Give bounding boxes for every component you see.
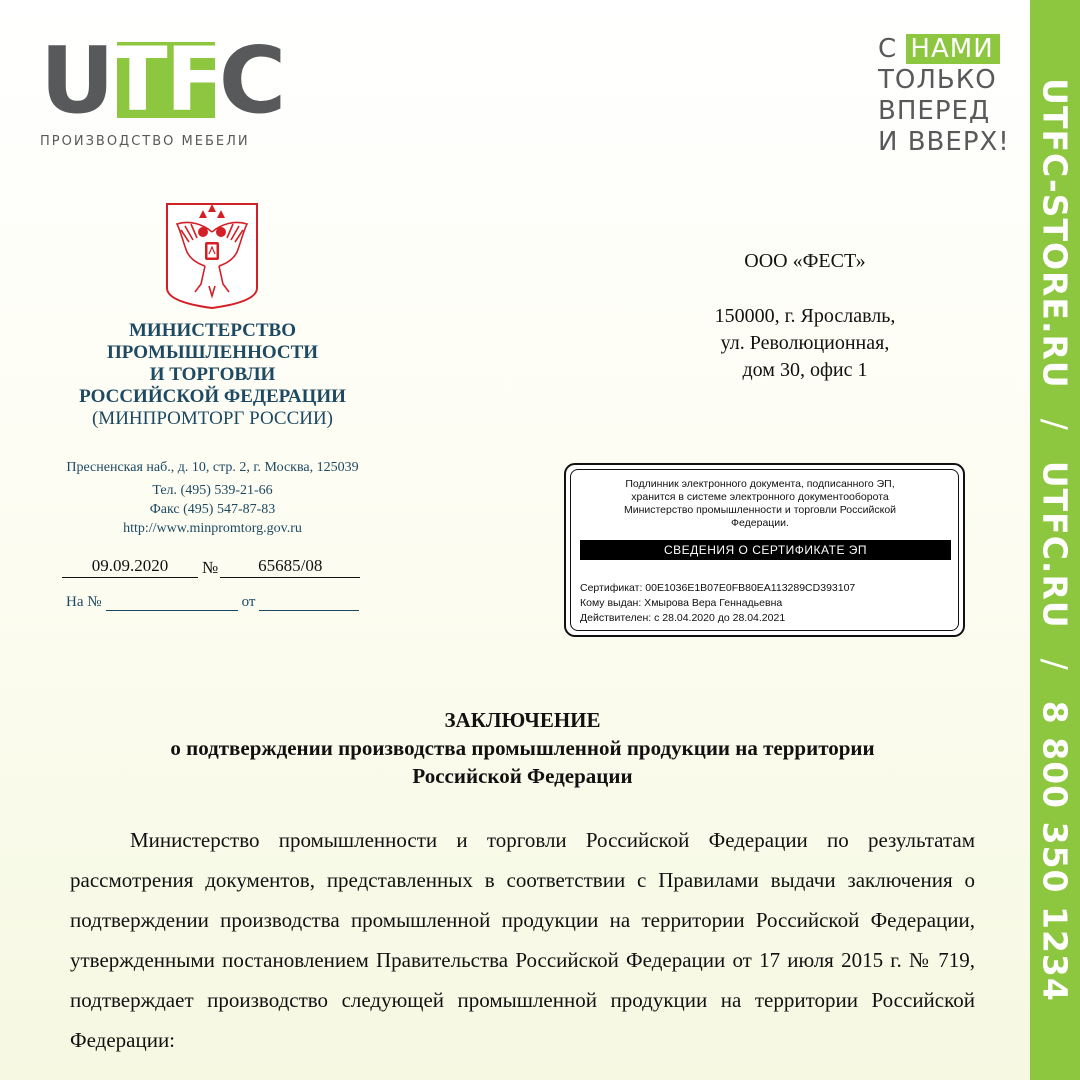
certificate-validity: Действителен: с 28.04.2020 до 28.04.2021 <box>580 612 786 624</box>
coat-of-arms-icon <box>165 202 259 310</box>
ministry-name-line: МИНИСТЕРСТВО <box>128 320 297 341</box>
logo-letter-u: U <box>40 27 113 134</box>
e-signature-note <box>600 478 920 530</box>
ministry-website-link[interactable]: http://www.minpromtorg.gov.ru <box>123 521 302 536</box>
e-signature-details <box>580 581 855 626</box>
recipient-address-line: дом 30, офис 1 <box>742 359 868 381</box>
document-date: 09.09.2020 <box>62 556 198 578</box>
logo-wordmark <box>40 27 285 134</box>
document-reference-line <box>66 594 359 611</box>
e-signature-note-line: Федерации. <box>731 517 789 529</box>
logo-green-block: TF <box>107 28 224 131</box>
utfc-logo <box>40 27 285 149</box>
conclusion-title-line: о подтверждении производства промышленной продукции на территории <box>170 736 875 760</box>
e-signature-note-line: Министерство промышленности и торговли Российской <box>623 504 897 516</box>
sidebar-phone[interactable]: 8 800 350 1234 <box>1035 700 1075 1002</box>
recipient-company: ООО «ФЕСТ» <box>744 250 866 272</box>
ministry-short-name: (МИНПРОМТОРГ РОССИИ) <box>91 408 334 429</box>
sidebar-site-store[interactable]: UTFC-STORE.RU <box>1035 78 1075 389</box>
e-signature-stamp <box>564 463 965 637</box>
ministry-address: Пресненская наб., д. 10, стр. 2, г. Москва, 125039 <box>66 460 359 475</box>
recipient-block <box>610 248 1000 384</box>
recipient-address-line: ул. Революционная, <box>720 332 890 354</box>
sidebar-separator: / <box>1035 658 1075 671</box>
e-signature-title-bar: СВЕДЕНИЯ О СЕРТИФИКАТЕ ЭП <box>580 540 951 560</box>
ministry-contacts <box>40 458 385 538</box>
certificate-holder: Кому выдан: Хмырова Вера Геннадьевна <box>580 597 783 609</box>
recipient-address-line: 150000, г. Ярославль, <box>714 305 896 327</box>
reference-date-blank <box>259 596 359 611</box>
ministry-name-line: ПРОМЫШЛЕННОСТИ <box>106 342 319 363</box>
sidebar-site-main[interactable]: UTFC.RU <box>1035 460 1075 629</box>
reference-number-blank <box>106 596 238 611</box>
e-signature-note-line: Подлинник электронного документа, подписанного ЭП, <box>625 478 895 490</box>
slogan-line: ВПЕРЕД <box>878 96 991 126</box>
conclusion-title-line: ЗАКЛЮЧЕНИЕ <box>444 708 601 732</box>
ministry-name-line: И ТОРГОВЛИ <box>149 364 276 385</box>
ministry-fax: Факс (495) 547-87-83 <box>149 502 276 517</box>
ministry-phone: Тел. (495) 539-21-66 <box>152 483 273 498</box>
logo-letter-c: C <box>218 27 285 134</box>
sidebar-contacts <box>1036 78 1075 1002</box>
sidebar-separator: / <box>1035 418 1075 431</box>
conclusion-title-line: Российской Федерации <box>412 764 633 788</box>
slogan-line: ТОЛЬКО <box>878 65 997 95</box>
document-number-line <box>62 556 360 578</box>
conclusion-title <box>70 706 975 790</box>
slogan-line: И ВВЕРХ! <box>878 127 1010 157</box>
document-number-label: № <box>202 558 219 577</box>
certificate-number: Сертификат: 00E1036E1B07E0FB80EA113289CD393107 <box>580 582 856 594</box>
slogan-first-word: С <box>878 34 898 64</box>
slogan-highlight: НАМИ <box>906 34 999 64</box>
conclusion-body-text: Министерство промышленности и торговли Российской Федерации по результатам рассмотрения документов, представленных в соответствии с Правилами выдачи заключения о подтверждении производства промышленной продукции на территории Российской Федерации, утвержденными постановлением Правительства Российской Федерации от 17 июля 2015 г. № 719, подтверждает производство следующей промышленной продукции на территории Российской Федерации: <box>70 828 975 1052</box>
reference-from-label: от <box>241 594 256 610</box>
reference-label: На № <box>66 594 102 610</box>
e-signature-note-line: хранится в системе электронного документооборота <box>631 491 889 503</box>
document-number: 65685/08 <box>220 556 360 578</box>
logo-subtitle: ПРОИЗВОДСТВО МЕБЕЛИ <box>40 134 250 149</box>
ministry-name-line: РОССИЙСКОЙ ФЕДЕРАЦИИ <box>79 386 346 407</box>
brand-slogan <box>878 34 1010 158</box>
ministry-header <box>40 320 385 430</box>
